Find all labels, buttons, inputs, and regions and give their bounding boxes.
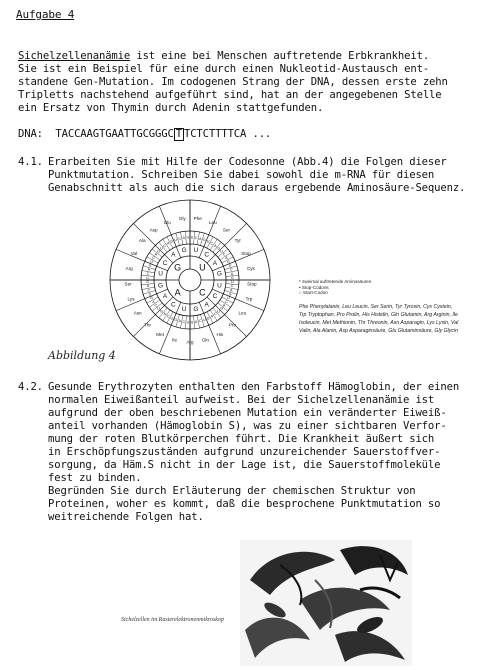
third-base-G: G — [170, 239, 174, 244]
mutated-base-box: T — [175, 128, 182, 140]
second-base-G: G — [158, 282, 164, 290]
second-base-A: A — [171, 251, 176, 259]
amino-acid-label: Val — [130, 251, 138, 257]
disease-keyword: Sichelzellenanämie — [18, 50, 131, 62]
second-base-G: G — [193, 305, 199, 313]
amino-acid-label: Thr — [144, 322, 152, 328]
amino-acid-label: Ala — [138, 237, 146, 243]
third-base-A: A — [210, 314, 214, 319]
second-base-G: G — [216, 270, 222, 278]
codon-sun-diagram — [100, 198, 280, 363]
third-base-C: C — [146, 271, 150, 276]
third-base-A: A — [178, 319, 181, 324]
third-base-U: U — [228, 263, 232, 268]
first-base-C: C — [199, 287, 206, 298]
amino-acid-abbreviations: Phe Phenylalanin, Leu Leucin, Ser Serin, Tyr Tyrosin, Cys Cystein, Trp Tryptophan, Pro Prolin, His Histidin, Gln Glutamin, Arg Arginin, Ile Isoleucin, Met Methionin, Thr Threonin, Asn Asparagin, Lys Lysin, Val Valin, Ala Alanin, Asp Asparaginsäure, Glu Glutaminsäure, Gly Glycin — [299, 304, 459, 334]
third-base-C: C — [214, 312, 217, 317]
second-base-U: U — [193, 247, 199, 255]
third-base-A: A — [182, 235, 185, 240]
third-base-C: C — [154, 303, 158, 308]
third-base-U: U — [203, 318, 206, 323]
amino-acid-label: Stop — [247, 281, 257, 287]
amino-acid-label: Tyr — [234, 237, 241, 243]
third-base-U: U — [190, 235, 194, 240]
dna-sequence: DNA: TACCAAGTGAATTGCGGGC T TCTCTTTTCA ... — [18, 128, 272, 140]
third-base-C: C — [230, 284, 234, 289]
third-base-C: C — [199, 319, 202, 324]
second-base-U: U — [181, 305, 187, 313]
third-base-U: U — [146, 275, 149, 280]
third-base-C: C — [147, 288, 151, 293]
third-base-U: U — [160, 246, 163, 251]
amino-acid-label: Stop — [241, 251, 251, 257]
third-base-G: G — [174, 318, 178, 323]
second-base-C: C — [212, 293, 218, 301]
third-base-G: G — [217, 246, 220, 251]
third-base-G: G — [190, 320, 194, 325]
amino-acid-label: Arg — [125, 265, 133, 271]
amino-acid-label: Cys — [246, 265, 255, 271]
third-base-C: C — [210, 241, 214, 246]
task-4-1-text: Erarbeiten Sie mit Hilfe der Codesonne (Abb.4) die Folgen dieser Punktmutation. Schreiben Sie dabei sowohl die m-RNA für diesen Genabschnitt als auch die sich daraus ergebende Aminosäure-Sequenz. — [48, 156, 466, 194]
third-base-A: A — [166, 241, 170, 246]
amino-acid-label: Asp — [149, 227, 158, 233]
third-base-A: A — [222, 303, 226, 308]
third-base-A: A — [163, 312, 166, 317]
amino-acid-label: Ser — [222, 227, 231, 233]
amino-acid-label: Pro — [228, 322, 237, 328]
amino-acid-label: Arg — [186, 339, 194, 345]
first-base-A: A — [174, 287, 181, 298]
second-base-U: U — [158, 270, 163, 278]
sickle-cell-micrograph — [240, 540, 412, 666]
third-base-C: C — [225, 299, 228, 304]
third-base-U: U — [148, 292, 152, 297]
second-base-A: A — [162, 293, 168, 301]
third-base-A: A — [230, 271, 234, 276]
third-base-A: A — [146, 284, 150, 289]
third-base-U: U — [186, 320, 190, 325]
task-number-4-1: 4.1. — [18, 156, 43, 168]
third-base-A: A — [154, 252, 158, 257]
second-base-A: A — [212, 259, 218, 267]
third-base-C: C — [222, 252, 226, 257]
task-number-4-2: 4.2. — [18, 381, 43, 393]
third-base-U: U — [206, 239, 210, 244]
third-base-C: C — [166, 314, 170, 319]
third-base-A: A — [195, 320, 198, 325]
third-base-A: A — [214, 243, 217, 248]
third-base-G: G — [227, 259, 230, 264]
third-base-A: A — [152, 299, 155, 304]
third-base-A: A — [225, 256, 228, 261]
third-base-G: G — [231, 275, 234, 280]
second-base-C: C — [204, 251, 210, 259]
first-base-U: U — [199, 262, 206, 273]
third-base-C: C — [182, 320, 186, 325]
third-base-G: G — [220, 306, 223, 311]
third-base-G: G — [206, 316, 210, 321]
task-4-2-text: Gesunde Erythrozyten enthalten den Farbstoff Hämoglobin, der einen normalen Eiweißanteil aufweist. Bei der Sichelzellenanämie ist aufgrund der oben beschriebenen Mutation ein veränderter Eiweiß- anteil vorhanden (Hämoglobin S), was zu einer sichtbaren Verfor- mung der roten Blutkörperchen führt. Die Krankheit äußert sich in Erschöpfungszuständen aufgrund unzureichender Sauerstoffver- sorgung, da Häm.S nicht in der Lage ist, die Sauerstoffmoleküle fest zu binden. Begründen Sie durch Erläuterung der chemischen Struktur von Proteinen, woher es kommt, daß die besprochene Punktmutation so weitreichende Folgen hat. — [48, 381, 460, 523]
third-base-C: C — [229, 267, 233, 272]
third-base-G: G — [186, 235, 190, 240]
second-base-C: C — [162, 259, 168, 267]
third-base-G: G — [160, 309, 163, 314]
second-base-C: C — [170, 301, 176, 309]
third-base-G: G — [146, 280, 149, 285]
third-base-U: U — [220, 249, 223, 254]
figure-legend: * zweimal auftretende Aminosäuren • Stop-Codons ○ Start-Codon — [299, 279, 372, 295]
third-base-G: G — [150, 296, 153, 301]
third-base-G: G — [157, 249, 160, 254]
third-base-A: A — [147, 267, 150, 272]
third-base-U: U — [227, 296, 230, 301]
amino-acid-label: Ile — [172, 337, 178, 343]
amino-acid-label: Trp — [245, 296, 253, 302]
third-base-G: G — [228, 292, 232, 297]
third-base-U: U — [150, 259, 153, 264]
micrograph-caption: Sichelzellen im Rasterelektronenmikroskop — [121, 617, 224, 623]
amino-acid-label: Glu — [163, 219, 171, 225]
amino-acid-label: Met — [156, 331, 164, 337]
third-base-C: C — [194, 235, 198, 240]
exercise-heading: Aufgabe 4 — [16, 8, 75, 21]
third-base-G: G — [202, 237, 206, 242]
first-base-G: G — [174, 262, 182, 273]
amino-acid-label: Leu — [238, 310, 247, 316]
third-base-U: U — [231, 280, 234, 285]
second-base-U: U — [217, 282, 222, 290]
amino-acid-label: Phe — [193, 215, 202, 221]
intro-paragraph: Sichelzellenanämie ist eine bei Menschen auftretende Erbkrankheit. Sie ist ein Beispiel für eine durch einen Nukleotid-Austausch ent- standene Gen-Mutation. Im codogenen Strang der DNA, dessen erste zehn Tripletts nachstehend aufgeführt sind, hat an der angegebenen Stelle ein Ersatz von Thymin durch Adenin stattgefunden. — [18, 50, 448, 114]
ring-0 — [179, 269, 201, 291]
third-base-U: U — [157, 306, 160, 311]
third-base-U: U — [170, 316, 174, 321]
amino-acid-label: Ser — [124, 281, 132, 287]
third-base-U: U — [174, 237, 177, 242]
third-base-G: G — [148, 263, 152, 268]
third-base-U: U — [217, 309, 220, 314]
amino-acid-label: Asn — [133, 310, 142, 316]
third-base-C: C — [178, 236, 181, 241]
third-base-C: C — [163, 243, 166, 248]
figure-caption: Abbildung 4 — [48, 349, 116, 362]
second-base-A: A — [204, 301, 209, 309]
amino-acid-label: Leu — [208, 219, 217, 225]
third-base-A: A — [230, 288, 233, 293]
amino-acid-label: Gly — [178, 215, 186, 221]
second-base-G: G — [181, 247, 187, 255]
amino-acid-label: Lys — [127, 296, 135, 302]
amino-acid-label: His — [216, 331, 224, 337]
third-base-C: C — [152, 256, 155, 261]
amino-acid-label: Gln — [201, 337, 209, 343]
third-base-A: A — [199, 236, 202, 241]
